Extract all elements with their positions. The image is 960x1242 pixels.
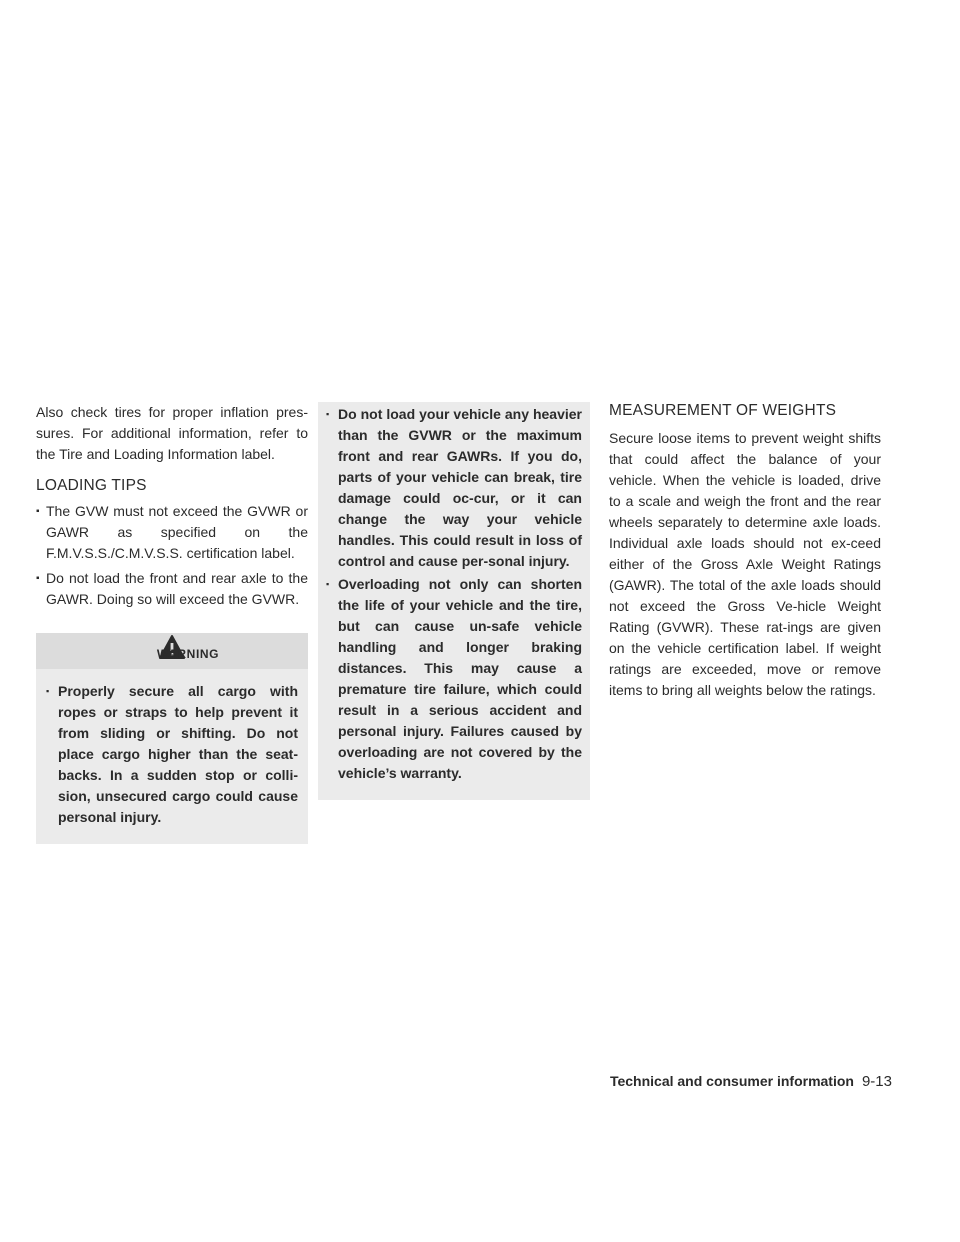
measurement-heading: MEASUREMENT OF WEIGHTS (609, 402, 837, 419)
page-footer (610, 1073, 892, 1090)
warning-box (36, 633, 308, 844)
list-item: ▪ Do not load the front and rear axle to the GAWR. Doing so will exceed the GVWR. (36, 568, 308, 610)
list-item: ▪ The GVW must not exceed the GVWR or GAWR as specified on the F.M.V.S.S./C.M.V.S.S. certification label. (36, 501, 308, 564)
warning-box-continued (318, 402, 590, 800)
warning-list (36, 667, 308, 828)
loading-tips-heading: LOADING TIPS (36, 477, 147, 494)
list-item: ▪ Overloading not only can shorten the life of your vehicle and the tire, but can cause un-safe vehicle handling and longer braking distances. This may cause a premature tire failure, which could result in a serious accident and personal injury. Failures caused by overloading are not covered by the vehicle’s warranty. (326, 574, 582, 784)
column-left (36, 402, 308, 844)
warning-list (326, 402, 582, 784)
footer-section-title: Technical and consumer information (609, 1073, 854, 1089)
page-number: 9-13 (861, 1073, 892, 1090)
column-middle (318, 402, 590, 800)
warning-label: WARNING (156, 647, 220, 661)
measurement-paragraph: Secure loose items to prevent weight shifts that could affect the balance of your vehicle. When the vehicle is loaded, drive to a scale and weigh the front and the rear wheels separately to determine axle loads. Individual axle loads should not ex-ceed either of the Gross Axle Weight Ratings (GAWR). The total of the axle loads should not exceed the Gross Ve-hicle Weight Rating (GVWR). These rat-ings are given on the vehicle certification label. If weight ratings are exceeded, move or remove items to bring all weights below the ratings. (609, 430, 881, 698)
intro-paragraph: Also check tires for proper inflation pres-sures. For additional information, refer to the Tire and Loading Information label. (36, 404, 308, 462)
list-item: ▪ Do not load your vehicle any heavier than the GVWR or the maximum front and rear GAWRs. If you do, parts of your vehicle can break, tire damage could oc-cur, or it can change the way your vehicle handles. This could result in loss of control and cause per-sonal injury. (326, 404, 582, 572)
list-item: ▪ Properly secure all cargo with ropes or straps to help prevent it from sliding or shifting. Do not place cargo higher than the seat-backs. In a sudden stop or colli-sion, unsecured cargo could cause personal injury. (46, 681, 298, 828)
loading-tips-list (36, 501, 308, 610)
column-right (609, 402, 881, 701)
